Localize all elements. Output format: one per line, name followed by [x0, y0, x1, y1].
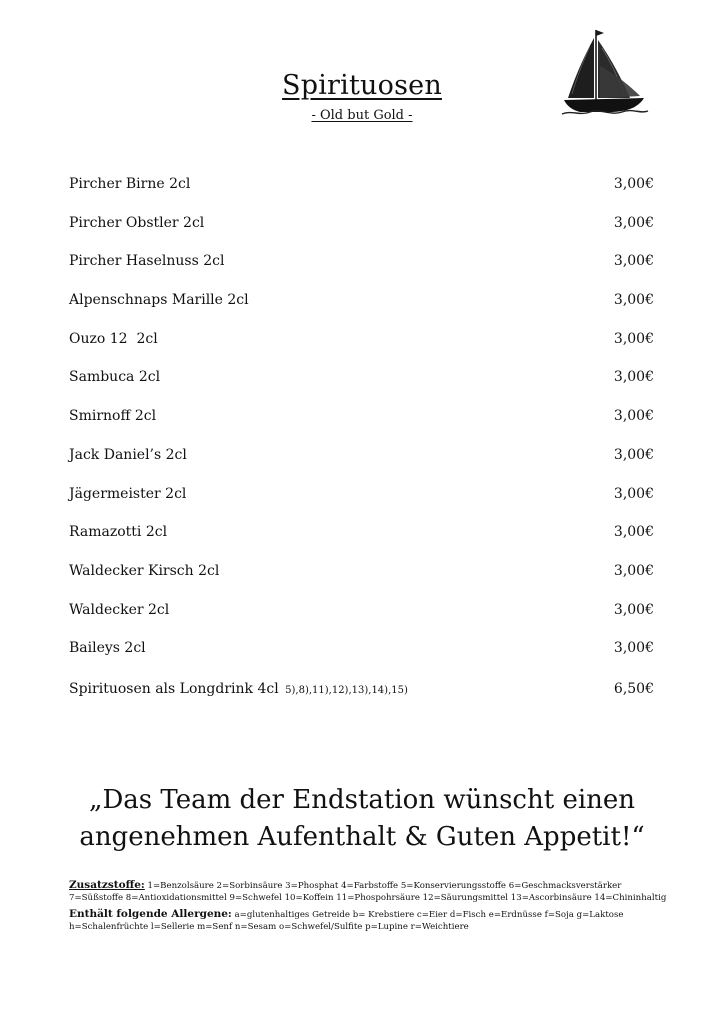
menu-item-name: Pircher Birne 2cl	[69, 176, 191, 192]
page-title: Spirituosen	[282, 70, 442, 101]
footer-notes	[69, 880, 669, 938]
menu-item-name	[69, 681, 408, 697]
additives-label: Zusatzstoffe:	[69, 879, 145, 891]
menu-item-name: Jack Daniel’s 2cl	[69, 446, 187, 463]
menu-item	[69, 292, 654, 331]
menu-item-longdrink	[69, 681, 654, 720]
menu-item-name: Jägermeister 2cl	[69, 485, 187, 502]
menu-item-price: 3,00€	[613, 601, 654, 618]
menu-item-price: 3,00€	[613, 253, 654, 270]
menu-item	[69, 524, 654, 563]
menu-item-name: Alpenschnaps Marille 2cl	[69, 292, 249, 309]
menu-item	[69, 640, 654, 679]
menu-item	[69, 447, 654, 486]
menu-item-price: 6,50€	[613, 680, 654, 697]
menu-item-name: Baileys 2cl	[69, 640, 146, 657]
menu-item	[69, 176, 654, 215]
menu-item	[69, 369, 654, 408]
additive-notes: 5),8),11),12),13),14),15)	[285, 684, 408, 696]
menu-item-name: Smirnoff 2cl	[69, 408, 157, 425]
spirits-menu-list	[69, 176, 654, 720]
quote-line-1: „Das Team der Endstation wünscht einen	[88, 785, 636, 815]
allergens-label: Enthält folgende Allergene:	[69, 908, 232, 920]
menu-item	[69, 602, 654, 641]
menu-item-price: 3,00€	[613, 369, 654, 386]
menu-item-name: Ramazotti 2cl	[69, 524, 168, 541]
menu-item	[69, 408, 654, 447]
menu-item-price: 3,00€	[613, 408, 654, 425]
menu-item	[69, 331, 654, 370]
menu-item-name: Sambuca 2cl	[69, 369, 161, 386]
menu-item-name: Ouzo 12 2cl	[69, 330, 158, 347]
menu-item	[69, 215, 654, 254]
menu-item-price: 3,00€	[613, 524, 654, 541]
menu-item-name: Waldecker Kirsch 2cl	[69, 562, 220, 579]
menu-item-name: Pircher Obstler 2cl	[69, 214, 205, 231]
menu-item-price: 3,00€	[613, 446, 654, 463]
menu-item-price: 3,00€	[613, 330, 654, 347]
menu-item	[69, 253, 654, 292]
allergens-text: a=glutenhaltiges Getreide b= Krebstiere c=Eier d=Fisch e=Erdnüsse f=Soja g=Laktose h=Schalenfrüchte l=Sellerie m=Senf n=Sesam o=Schwefel/Sulfite p=Lupine r=Weichtiere	[69, 910, 624, 932]
menu-item-price: 3,00€	[613, 292, 654, 309]
menu-item-price: 3,00€	[613, 176, 654, 192]
page-subtitle: - Old but Gold -	[311, 108, 413, 123]
team-quote	[0, 782, 724, 856]
menu-item-price: 3,00€	[613, 214, 654, 231]
allergens-note	[69, 909, 669, 933]
additives-note	[69, 880, 669, 904]
quote-line-2: angenehmen Aufenthalt & Guten Appetit!“	[79, 822, 645, 852]
menu-item-price: 3,00€	[613, 485, 654, 502]
menu-item-price: 3,00€	[613, 562, 654, 579]
menu-item	[69, 486, 654, 525]
menu-item-name: Pircher Haselnuss 2cl	[69, 253, 225, 270]
menu-item-name: Waldecker 2cl	[69, 601, 170, 618]
menu-item-price: 3,00€	[613, 640, 654, 657]
sailboat-icon	[560, 26, 650, 116]
longdrink-name: Spirituosen als Longdrink 4cl	[69, 680, 279, 697]
menu-item	[69, 563, 654, 602]
additives-text: 1=Benzolsäure 2=Sorbinsäure 3=Phosphat 4=Farbstoffe 5=Konservierungsstoffe 6=Geschmacksverstärker 7=Süßstoffe 8=Antioxidationsmittel 9=Schwefel 10=Koffein 11=Phospohrsäure 12=Säurungsmittel 13=Ascorbinsäure 14=Chininhaltig	[69, 881, 667, 903]
